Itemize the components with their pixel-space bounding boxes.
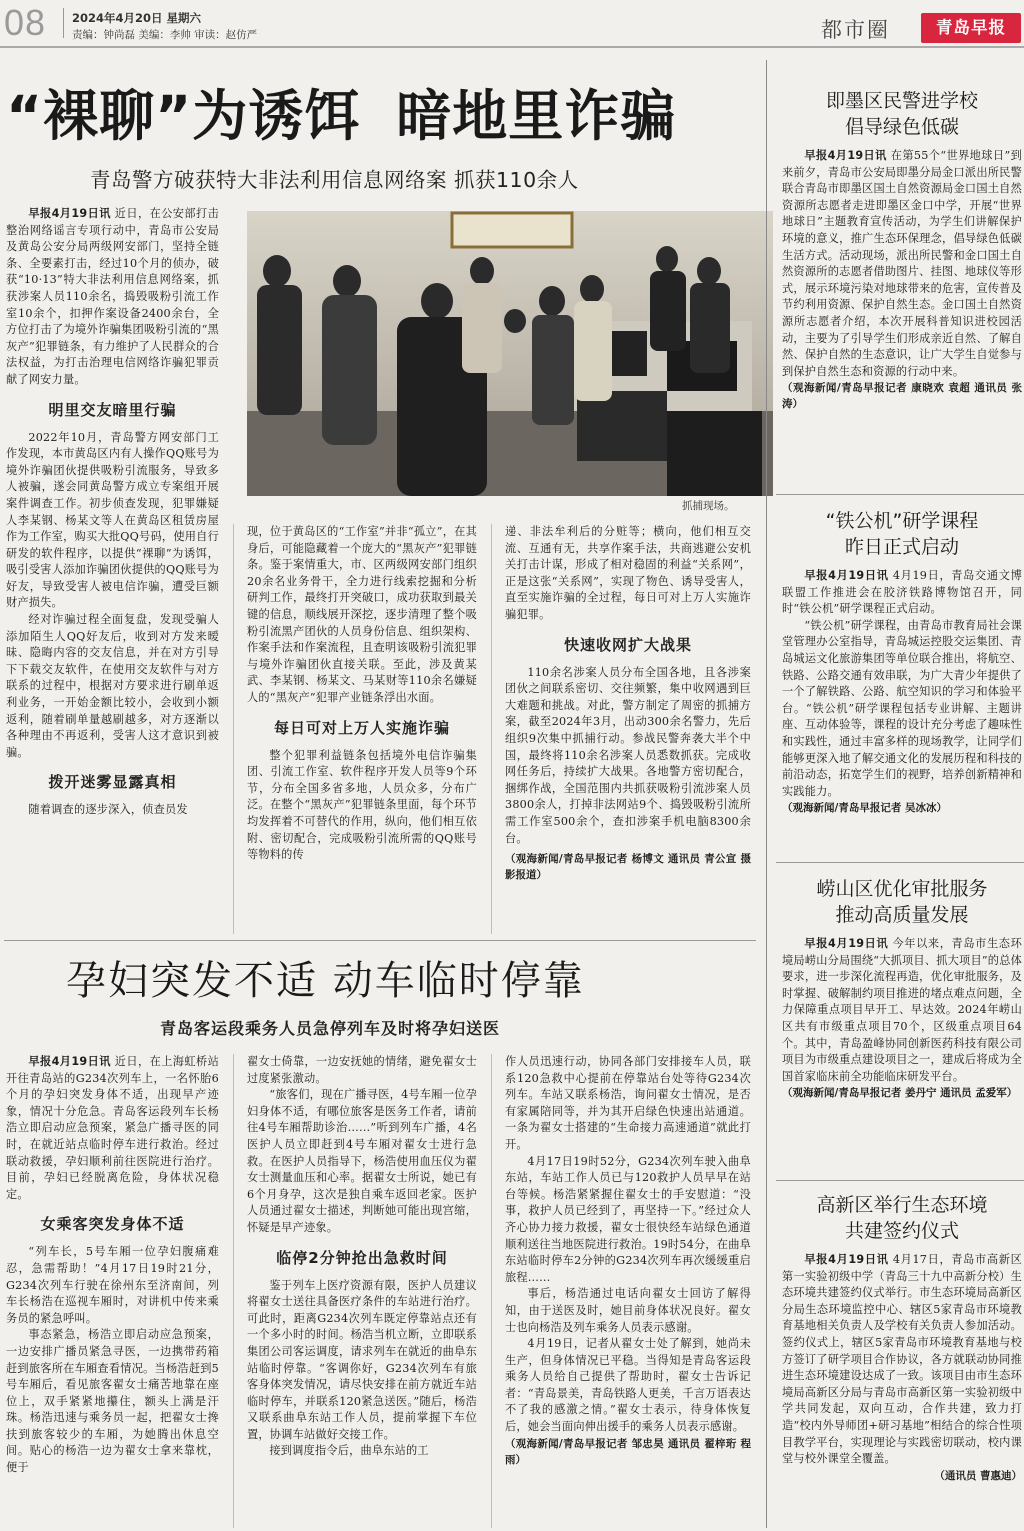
article1-paragraph: 整个犯罪利益链条包括境外电信诈骗集团、引流工作室、软件程序开发人员等9个环节，分布全国多省多地，人员众多，分布广泛。在整个“黑灰产”犯罪链条里面，每个环节均发挥着不可替代的作用，纵向，他们相互依附、密切配合，完成吸粉引流所需的QQ账号等物料的传 [247, 748, 477, 862]
article1-column-1 [6, 206, 219, 932]
brief-4-title-line-2: 共建签约仪式 [844, 1220, 959, 1242]
brief-1-byline: （观海新闻/青岛早报记者 康晓欢 袁超 通讯员 张涛） [782, 382, 1022, 411]
article2-subtitle: 青岛客运段乘务人员急停列车及时将孕妇送医 [160, 1019, 501, 1038]
article1-paragraph: 经对诈骗过程全面复盘，发现受骗人添加陌生人QQ好友后，收到对方发来暧昧、隐晦内容的交友信息，并在对方引导下下载交友软件，在使用交友软件与对方联系的过程中，根据对方要求进行刷单返利业务，一开始金额比较小，会收到小额返利，随着刷单量越刷越多，对方逐渐以各种理由不再返利，受害人这才意识到被骗。 [6, 613, 219, 759]
brief-3-byline: （观海新闻/青岛早报记者 姜丹宁 通讯员 孟爱军） [782, 1087, 1018, 1100]
dateline-tag: 早报4月19日讯 [804, 569, 889, 582]
article1-subtitle: 青岛警方破获特大非法利用信息网络案 抓获110余人 [90, 168, 579, 192]
article1-lead-paragraph: 近日，在公安部打击整治网络谣言专项行动中，青岛市公安局及黄岛公安分局两级网安部门，坚持全链条、全要素打击，经过10个月的侦办，破获“10·13”特大非法利用信息网络案，抓获涉案人员110余名，捣毁吸粉引流工作室10余个，扣押作案设备2400余台，全方位打击了为境外诈骗集团吸粉引流的“黑灰产”犯罪链条，有力维护了人民群众的合法权益，为打击治理电信网络诈骗犯罪贡献了网安力量。 [6, 207, 219, 386]
header-rule [0, 46, 1024, 48]
brief-2-body: 4月19日，青岛交通文博联盟工作推进会在胶济铁路博物馆召开，同时“铁公机”研学课程正式启动。 [782, 569, 1022, 616]
brief-4-byline: （通讯员 曹惠迪） [934, 1469, 1022, 1482]
page-header [0, 0, 1024, 46]
arrest-scene-photo [247, 211, 773, 496]
section-name: 都市圈 [821, 18, 890, 42]
article1-column-2 [247, 524, 477, 932]
right-column-divider [766, 60, 767, 1528]
article1-subheading-2: 拨开迷雾显露真相 [48, 773, 177, 792]
brief-4-title-line-1: 高新区举行生态环境 [816, 1194, 988, 1216]
article2-paragraph: 事后，杨浩通过电话向翟女士回访了解得知，由于送医及时，她目前身体状况良好。翟女士也向杨浩及列车乘务人员表示感谢。 [505, 1287, 751, 1334]
brief-2-byline: （观海新闻/青岛早报记者 吴冰冰） [782, 802, 947, 815]
brief-3 [782, 876, 1022, 1176]
article1-headline [6, 76, 756, 156]
brief-1 [782, 88, 1022, 488]
article1-paragraph: 随着调查的逐步深入，侦查员发 [28, 803, 188, 817]
article2-paragraph: 鉴于列车上医疗资源有限，医护人员建议将翟女士送往具备医疗条件的车站进行治疗。可此时，距离G234次列车既定停靠站点还有一个多小时的时间。杨浩当机立断，立即联系集团公司客运调度，请求列车在就近的曲阜东站临时停靠。“客调你好，G234次列车有旅客身体突发情况，请尽快安排在前方就近车站临时停车，并联系120紧急送医。”随后，杨浩又联系曲阜东站工作人员，提前掌握下车位置，协调车站做好交接工作。 [247, 1278, 477, 1441]
editor-credits: 责编：钟尚磊 美编：李帅 审读：赵仿严 [72, 29, 258, 41]
brief-3-body: 今年以来，青岛市生态环境局崂山分局围绕“大抓项目、抓大项目”的总体要求，进一步深化流程再造，优化审批服务，及时掌握、破解制约项目推进的堵点难点问题，全力保障重点项目早开工、早达效。2024年崂山区共有市级重点项目70个，区级重点项目64个。其中，青岛盈峰协同创新医药科技有限公司项目为市级重点建设项目之一，建成后将成为全国首家临床前全功能临床研发平台。 [782, 937, 1022, 1083]
paper-logo-text: 青岛早报 [936, 18, 1006, 37]
column-divider [233, 1054, 234, 1528]
article1-paragraph: 110余名涉案人员分布全国各地，且各涉案团伙之间联系密切、交往频繁，集中收网遇到巨大难题和挑战。对此，警方制定了周密的抓捕方案，截至2024年3月，出动300余名警力，先后组织9次集中抓捕行动。参战民警奔袭大半个中国，最终将110余名涉案人员悉数抓获。完成收网任务后，持续扩大战果。各地警方密切配合，捆绑作战，全国范围内共抓获吸粉引流涉案人员3800余人，打掉非法网站9个、捣毁吸粉引流所需工作室500余个，查扣涉案手机电脑8300余台。 [505, 665, 751, 845]
article2-paragraph: “列车长，5号车厢一位孕妇腹痛难忍，急需帮助！”4月17日19时21分，G234次列车行驶在徐州东至济南间，列车长杨浩在巡视车厢时，对讲机中传来乘务员的紧急呼叫。 [6, 1245, 219, 1325]
article2-paragraph: “旅客们，现在广播寻医，4号车厢一位孕妇身体不适，有哪位旅客是医务工作者，请前往4号车厢帮助诊治……”听到列车广播，4名医护人员立即赶到4号车厢对翟女士进行急救。在医护人员指导下，杨浩使用血压仪为翟女士测量血压和心率。据翟女士所说，她已有6个月身孕，这次是独自乘车返回老家。医护人员通过翟女士描述，判断她可能出现宫缩，怀疑是早产迹象。 [247, 1088, 477, 1234]
column-divider [491, 1054, 492, 1528]
brief-1-title-line-2: 倡导绿色低碳 [844, 116, 959, 138]
brief-2-title-line-1: “铁公机”研学课程 [825, 510, 979, 532]
article2-paragraph: 4月17日19时52分，G234次列车驶入曲阜东站，车站工作人员已与120救护人员早早在站台等候。杨浩紧紧握住翟女士的手安慰道：“没事，救护人员已经到了，再坚持一下。”经过众人齐心协力接力救援，翟女士很快经车站绿色通道顺利送往当地医院进行救治。19时54分，在曲阜东站临时停车2分钟的G234次列车再次缓缓重启旅程…… [505, 1154, 751, 1284]
article1-headline-main: 暗地里诈骗 [396, 84, 677, 148]
photo-caption: 抓捕现场。 [682, 500, 735, 512]
brief-1-title-line-1: 即墨区民警进学校 [825, 90, 978, 112]
article2-lead-paragraph: 近日，在上海虹桥站开往青岛站的G234次列车上，一名怀胎6个月的孕妇突发身体不适，出现早产迹象，情况十分危急。青岛客运段列车长杨浩立即启动应急预案，紧急广播寻医的同时，在就近站点临时停车进行救治。经过联动救援，孕妇顺利前往医院进行治疗。目前，孕妇已经脱离危险，身体状况稳定。 [6, 1055, 219, 1201]
dateline-tag: 早报4月19日讯 [28, 1055, 111, 1068]
article2-paragraph: 翟女士倚靠，一边安抚她的情绪，避免翟女士过度紧张激动。 [247, 1055, 477, 1085]
column-divider [491, 524, 492, 934]
brief-2 [782, 508, 1022, 853]
article1-headline-quote: “裸聊”为诱饵 [6, 84, 361, 148]
article2-subheading-1: 女乘客突发身体不适 [40, 1215, 185, 1234]
arrest-scene-illustration [247, 211, 773, 496]
brief-4 [782, 1192, 1022, 1528]
article1-paragraph: 现，位于黄岛区的“工作室”并非“孤立”，在其身后，可能隐藏着一个庞大的“黑灰产”犯罪链条。鉴于案情重大，市、区两级网安部门组织20余名业务骨干，全力进行线索挖掘和分析研判工作，最终打开突破口，成功获取到最关键的信息，顺线展开深挖，逐步清理了整个吸粉引流黑产团伙的人员身份信息、组织架构、作案手法和作案流程，且查明该吸粉引流犯罪与境外诈骗团伙直接关联。至此，涉及黄某武、李某钢、杨某文、马某财等110余名嫌疑人的“黑灰产”犯罪产业链条浮出水面。 [247, 525, 477, 704]
brief-divider [776, 1180, 1024, 1181]
column-divider [233, 524, 234, 934]
brief-divider [776, 862, 1024, 863]
article2-paragraph: 4月19日，记者从翟女士处了解到，她尚未生产，但身体情况已平稳。当得知是青岛客运段乘务人员给自己提供了帮助时，翟女士告诉记者：“青岛景美，青岛铁路人更美，千言万语表达不了我的感激之情。”翟女士表示，待身体恢复后，她会当面向伸出援手的乘务人员表示感谢。 [505, 1337, 751, 1434]
article2-paragraph: 接到调度指令后，曲阜东站的工 [269, 1444, 429, 1458]
brief-2-body-2: “铁公机”研学课程，由青岛市教育局社会课堂管理办公室指导，青岛城运控股交运集团、青岛城运文化旅游集团等单位联合推出，将航空、铁路、公路交通有效串联，为广大青少年提供了一个了解铁路、公路、航空知识的学习和体验平台。“铁公机”研学课程包括专业讲解、主题讲座、互动体验等，课程的设计充分考虑了趣味性和实践性，通过丰富多样的现场教学，让同学们能够更深入地了解交通文化的发展历程和科技的前沿动态，拓宽学生们的视野，培养创新精神和实践能力。 [782, 618, 1022, 798]
brief-2-title-line-2: 昨日正式启动 [844, 536, 959, 558]
article1-byline: （观海新闻/青岛早报记者 杨博文 通讯员 青公宣 摄影报道） [505, 853, 751, 882]
page-number: 08 [4, 2, 47, 43]
article1-subheading-3: 每日可对上万人实施诈骗 [273, 718, 450, 737]
article2-column-3 [505, 1054, 751, 1530]
dateline-tag: 早报4月19日讯 [804, 937, 889, 950]
brief-3-title-line-1: 崂山区优化审批服务 [816, 878, 988, 900]
article1-subheading-1: 明里交友暗里行骗 [48, 400, 177, 419]
paper-logo [921, 13, 1021, 43]
article1-subheading-4: 快速收网扩大战果 [563, 635, 692, 654]
dateline-tag: 早报4月19日讯 [804, 1253, 889, 1266]
brief-4-body: 4月17日，青岛市高新区第一实验初级中学（青岛三十九中高新分校）生态环境共建签约仪式举行。市生态环境局高新区分局生态环境监控中心、辖区5家青岛市环境教育基地相关负责人及学校有关负责人参加活动。签约仪式上，辖区5家青岛市环境教育基地与校方签订了研学项目合作协议，各方就联动协同推进生态环境建设达成了一致。该项目由市生态环境局高新区分局与青岛市高新区第一实验初级中学共同发起，双向互动，合作共建，致力打造“校内外导师团+研习基地”相结合的综合性项目教学平台，实现理论与实践密切联动，校内课堂与校外课堂全覆盖。 [782, 1253, 1022, 1466]
dateline-tag: 早报4月19日讯 [28, 207, 111, 220]
article2-subheading-2: 临停2分钟抢出急救时间 [276, 1248, 448, 1267]
article1-paragraph: 递、非法牟利后的分赃等；横向，他们相互交流、互通有无，共享作案手法，共商逃避公安机关打击计谋，形成了相对稳固的利益“关系网”，正是这张“关系网”，实现了物色、诱导受害人，直至实施诈骗的全过程，每日可对上万人实施诈骗犯罪。 [505, 525, 751, 621]
article2-byline: （观海新闻/青岛早报记者 邹忠昊 通讯员 翟梓珩 程雨） [505, 1437, 751, 1466]
article1-column-3 [505, 524, 751, 932]
article-divider [4, 940, 756, 941]
article2-headline: 孕妇突发不适 动车临时停靠 [66, 958, 585, 1004]
dateline-tag: 早报4月19日讯 [804, 149, 887, 162]
brief-3-title-line-2: 推动高质量发展 [835, 904, 969, 926]
brief-divider [776, 494, 1024, 495]
header-divider [63, 8, 64, 38]
article1-paragraph: 2022年10月，青岛警方网安部门工作发现，本市黄岛区内有人操作QQ账号为境外诈骗团伙提供吸粉引流服务，导致多人被骗，遂会同黄岛警方成立专案组开展案件调查工作。初步侦查发现，犯罪嫌疑人李某钢、杨某文等人在黄岛区租赁房屋作为工作室，购买大批QQ号码，使用自行研发的软件程序，以提供“裸聊”为诱饵，吸引受害人添加诈骗团伙提供的QQ账号为好友，导致受害人被电信诈骗，遭受巨额财产损失。 [6, 430, 219, 610]
article2-column-2 [247, 1054, 477, 1530]
issue-date: 2024年4月20日 星期六 [72, 11, 202, 25]
article2-column-1 [6, 1054, 219, 1530]
article2-paragraph: 事态紧急，杨浩立即启动应急预案，一边安排广播员紧急寻医，一边携带药箱赶到旅客所在车厢查看情况。当杨浩赶到5号车厢后，看见旅客翟女士痛苦地靠在座位上，双手紧紧地攥住，额头上满是汗珠。杨浩迅速与乘务员一起，把翟女士搀扶到旅客较少的车厢，为她腾出休息空间。贴心的杨浩一边为翟女士拿来靠枕，便于 [6, 1328, 219, 1475]
brief-1-body: 在第55个“世界地球日”到来前夕，青岛市公安局即墨分局金口派出所民警联合青岛市即墨区国土自然资源局金口国土自然资源所志愿者走进即墨区金口中学，开展“世界地球日”主题教育宣传活动，为学生们讲解保护环境的意义，推广生态环保理念，倡导绿色低碳生活方式。活动现场，派出所民警和金口国土自然资源所的志愿者借助图片、挂图、地球仪等形式，展示环境污染对地球带来的危害，宣传普及节约利用资源、保护自然生态。金口国土自然资源所志愿者介绍，本次开展科普知识进校园活动，主要为了引导学生们形成亲近自然、了解自然、保护自然的生态意识，让广大学生自觉参与到保护自然生态和资源的行动中来。 [782, 149, 1022, 378]
article2-paragraph: 作人员迅速行动，协同各部门安排接车人员，联系120急救中心提前在停靠站台处等待G234次列车。车站又联系杨浩，询问翟女士情况，是否有家属陪同等，并为其开启绿色快速出站通道。一条为翟女士搭建的“生命接力高速通道”就此打开。 [505, 1055, 751, 1151]
